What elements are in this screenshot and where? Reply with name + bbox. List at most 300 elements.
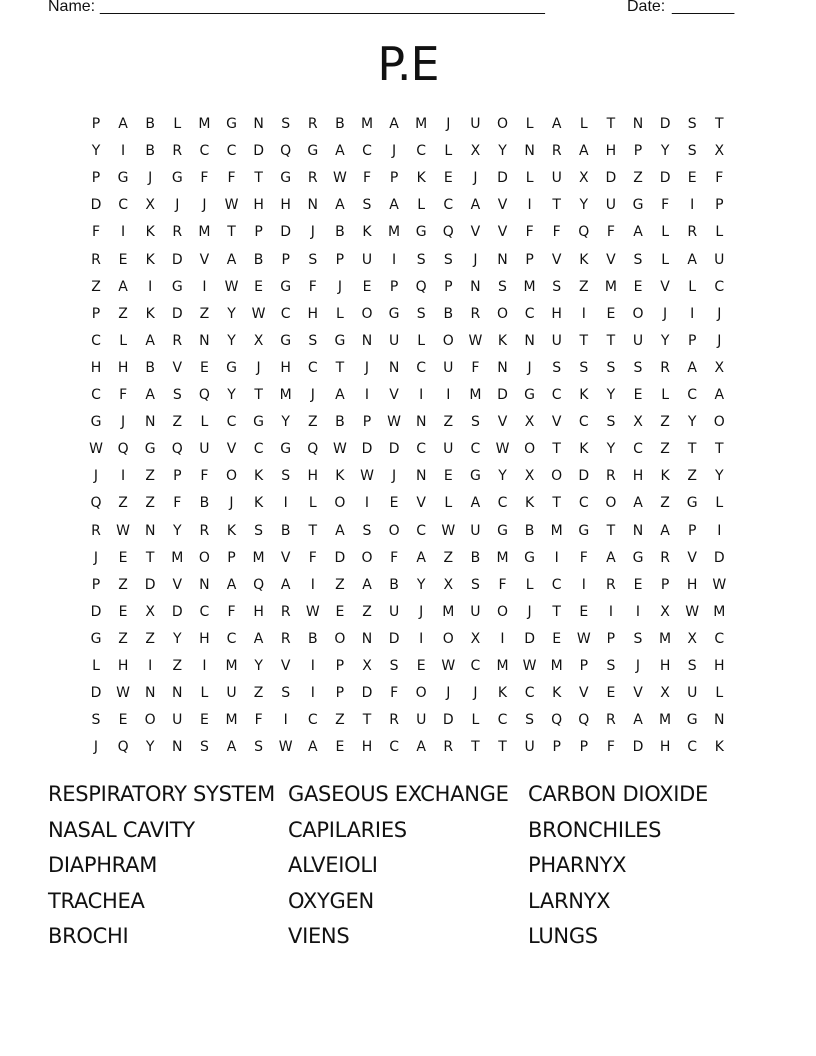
- grid-letter[interactable]: D: [171, 305, 183, 322]
- grid-letter[interactable]: G: [90, 414, 102, 431]
- grid-letter[interactable]: D: [659, 116, 671, 132]
- grid-letter[interactable]: C: [578, 414, 589, 431]
- grid-letter[interactable]: Y: [416, 576, 426, 593]
- grid-letter[interactable]: H: [686, 576, 698, 593]
- grid-letter[interactable]: V: [280, 658, 291, 674]
- grid-letter[interactable]: O: [334, 630, 346, 647]
- grid-letter[interactable]: V: [172, 359, 183, 376]
- grid-letter[interactable]: M: [360, 116, 374, 132]
- grid-letter[interactable]: E: [687, 170, 697, 187]
- grid-letter[interactable]: F: [661, 197, 670, 214]
- grid-letter[interactable]: V: [416, 495, 426, 512]
- grid-letter[interactable]: J: [473, 251, 478, 268]
- grid-letter[interactable]: N: [144, 522, 156, 539]
- grid-letter[interactable]: J: [473, 170, 478, 187]
- grid-letter[interactable]: D: [524, 630, 535, 647]
- grid-letter[interactable]: V: [389, 387, 399, 403]
- grid-letter[interactable]: D: [497, 170, 508, 187]
- grid-letter[interactable]: C: [199, 603, 210, 620]
- grid-letter[interactable]: F: [119, 387, 128, 403]
- grid-letter[interactable]: T: [254, 170, 263, 187]
- grid-letter[interactable]: P: [525, 251, 534, 268]
- grid-letter[interactable]: K: [552, 685, 562, 702]
- grid-letter[interactable]: N: [524, 332, 535, 349]
- grid-letter[interactable]: G: [280, 332, 292, 349]
- grid-letter[interactable]: X: [362, 658, 372, 674]
- grid-letter[interactable]: C: [226, 630, 237, 647]
- grid-letter[interactable]: R: [389, 712, 399, 729]
- grid-letter[interactable]: U: [687, 685, 698, 702]
- grid-letter[interactable]: F: [362, 170, 372, 187]
- grid-letter[interactable]: W: [495, 441, 510, 458]
- grid-letter[interactable]: S: [470, 414, 480, 431]
- grid-letter[interactable]: P: [281, 251, 290, 268]
- grid-letter[interactable]: A: [280, 576, 291, 593]
- grid-letter[interactable]: J: [392, 468, 397, 485]
- grid-letter[interactable]: S: [687, 116, 697, 132]
- grid-letter[interactable]: K: [579, 251, 589, 268]
- grid-letter[interactable]: S: [362, 522, 372, 539]
- grid-letter[interactable]: U: [605, 197, 617, 214]
- grid-letter[interactable]: T: [254, 387, 263, 403]
- grid-letter[interactable]: D: [90, 685, 102, 702]
- grid-letter[interactable]: M: [496, 549, 509, 566]
- grid-letter[interactable]: I: [121, 468, 126, 485]
- grid-letter[interactable]: F: [390, 549, 399, 566]
- grid-letter[interactable]: N: [497, 251, 508, 268]
- grid-letter[interactable]: A: [633, 712, 643, 729]
- grid-letter[interactable]: X: [714, 143, 725, 160]
- grid-letter[interactable]: E: [633, 387, 643, 403]
- grid-letter[interactable]: A: [335, 143, 345, 160]
- grid-letter[interactable]: S: [525, 712, 535, 729]
- grid-letter[interactable]: S: [552, 359, 562, 376]
- grid-letter[interactable]: E: [362, 278, 372, 295]
- grid-letter[interactable]: G: [280, 441, 292, 458]
- grid-letter[interactable]: A: [660, 522, 670, 539]
- grid-letter[interactable]: F: [715, 170, 724, 187]
- grid-letter[interactable]: Y: [281, 414, 290, 431]
- grid-letter[interactable]: T: [606, 116, 616, 132]
- grid-letter[interactable]: J: [717, 305, 722, 322]
- grid-letter[interactable]: B: [470, 549, 481, 566]
- grid-letter[interactable]: M: [523, 278, 536, 295]
- grid-letter[interactable]: O: [388, 522, 400, 539]
- grid-letter[interactable]: J: [364, 359, 370, 376]
- grid-letter[interactable]: A: [470, 197, 481, 214]
- grid-letter[interactable]: C: [551, 576, 562, 593]
- grid-letter[interactable]: M: [659, 712, 672, 729]
- grid-letter[interactable]: C: [253, 441, 264, 458]
- grid-letter[interactable]: I: [310, 576, 315, 593]
- grid-letter[interactable]: U: [524, 739, 535, 756]
- grid-letter[interactable]: L: [715, 495, 724, 512]
- grid-letter[interactable]: O: [225, 468, 238, 485]
- grid-letter[interactable]: K: [579, 441, 589, 458]
- grid-letter[interactable]: T: [552, 603, 561, 620]
- grid-letter[interactable]: S: [416, 251, 426, 268]
- grid-letter[interactable]: Y: [579, 197, 589, 214]
- grid-letter[interactable]: R: [606, 712, 616, 729]
- grid-letter[interactable]: Z: [308, 414, 318, 431]
- grid-letter[interactable]: Z: [145, 630, 155, 647]
- grid-letter[interactable]: I: [202, 658, 207, 674]
- grid-letter[interactable]: Y: [227, 332, 236, 349]
- grid-letter[interactable]: Y: [254, 658, 263, 674]
- grid-letter[interactable]: O: [524, 441, 536, 458]
- grid-letter[interactable]: T: [362, 712, 372, 729]
- grid-letter[interactable]: S: [281, 468, 291, 485]
- grid-letter[interactable]: O: [713, 414, 725, 431]
- grid-letter[interactable]: R: [470, 305, 481, 322]
- grid-letter[interactable]: D: [171, 251, 183, 268]
- grid-letter[interactable]: C: [226, 414, 237, 431]
- grid-letter[interactable]: C: [307, 712, 318, 729]
- grid-letter[interactable]: M: [496, 658, 509, 674]
- grid-letter[interactable]: O: [198, 549, 210, 566]
- grid-letter[interactable]: G: [226, 359, 237, 376]
- grid-letter[interactable]: V: [606, 251, 616, 268]
- grid-letter[interactable]: Y: [660, 143, 670, 160]
- grid-letter[interactable]: Q: [171, 441, 183, 458]
- grid-letter[interactable]: L: [119, 332, 127, 349]
- grid-letter[interactable]: D: [171, 603, 183, 620]
- grid-letter[interactable]: L: [92, 658, 100, 674]
- grid-letter[interactable]: P: [91, 116, 101, 132]
- grid-letter[interactable]: L: [173, 116, 182, 132]
- grid-letter[interactable]: K: [497, 332, 508, 349]
- grid-letter[interactable]: D: [90, 603, 102, 620]
- grid-letter[interactable]: P: [335, 685, 345, 702]
- grid-letter[interactable]: D: [361, 685, 373, 702]
- grid-letter[interactable]: O: [605, 495, 617, 512]
- grid-letter[interactable]: E: [606, 305, 616, 322]
- grid-letter[interactable]: X: [524, 414, 535, 431]
- grid-letter[interactable]: J: [310, 387, 315, 403]
- grid-letter[interactable]: W: [332, 170, 347, 187]
- grid-letter[interactable]: R: [199, 522, 210, 539]
- grid-letter[interactable]: H: [90, 359, 102, 376]
- grid-letter[interactable]: X: [253, 332, 264, 349]
- grid-letter[interactable]: J: [229, 495, 234, 512]
- grid-letter[interactable]: Z: [172, 658, 183, 674]
- grid-letter[interactable]: L: [417, 197, 426, 214]
- grid-letter[interactable]: I: [690, 197, 695, 214]
- grid-letter[interactable]: N: [253, 116, 264, 132]
- grid-letter[interactable]: K: [145, 305, 155, 322]
- grid-letter[interactable]: A: [226, 739, 237, 756]
- grid-letter[interactable]: L: [661, 224, 669, 241]
- grid-letter[interactable]: K: [226, 522, 237, 539]
- grid-letter[interactable]: J: [446, 685, 451, 702]
- grid-letter[interactable]: M: [550, 658, 563, 674]
- grid-letter[interactable]: D: [144, 576, 156, 593]
- grid-letter[interactable]: V: [497, 224, 508, 241]
- grid-letter[interactable]: E: [633, 278, 643, 295]
- grid-letter[interactable]: V: [551, 414, 562, 431]
- grid-letter[interactable]: A: [226, 576, 237, 593]
- grid-letter[interactable]: D: [90, 197, 102, 214]
- grid-letter[interactable]: W: [116, 685, 131, 702]
- grid-letter[interactable]: S: [172, 387, 182, 403]
- grid-letter[interactable]: I: [581, 576, 586, 593]
- grid-letter[interactable]: E: [552, 630, 562, 647]
- grid-letter[interactable]: M: [713, 603, 726, 620]
- grid-letter[interactable]: N: [361, 630, 373, 647]
- grid-letter[interactable]: E: [335, 603, 345, 620]
- grid-letter[interactable]: Q: [198, 387, 210, 403]
- grid-letter[interactable]: F: [227, 603, 236, 620]
- grid-letter[interactable]: S: [552, 278, 562, 295]
- grid-letter[interactable]: B: [335, 224, 345, 241]
- name-field[interactable]: __________________________________________________: [100, 0, 545, 15]
- grid-letter[interactable]: D: [632, 739, 644, 756]
- grid-letter[interactable]: W: [224, 197, 239, 214]
- grid-letter[interactable]: R: [687, 224, 698, 241]
- grid-letter[interactable]: H: [199, 630, 210, 647]
- grid-letter[interactable]: X: [145, 197, 155, 214]
- grid-letter[interactable]: C: [714, 278, 725, 295]
- grid-letter[interactable]: F: [254, 712, 263, 729]
- grid-letter[interactable]: A: [687, 359, 697, 376]
- grid-letter[interactable]: V: [199, 251, 210, 268]
- grid-letter[interactable]: P: [633, 143, 643, 160]
- grid-letter[interactable]: Y: [715, 468, 724, 485]
- grid-letter[interactable]: W: [576, 630, 591, 647]
- grid-letter[interactable]: C: [416, 522, 427, 539]
- grid-letter[interactable]: C: [389, 739, 399, 756]
- grid-letter[interactable]: J: [175, 197, 180, 214]
- grid-letter[interactable]: O: [361, 305, 373, 322]
- grid-letter[interactable]: L: [444, 495, 453, 512]
- grid-letter[interactable]: Z: [335, 712, 345, 729]
- grid-letter[interactable]: S: [579, 359, 589, 376]
- grid-letter[interactable]: T: [606, 332, 616, 349]
- grid-letter[interactable]: G: [171, 170, 183, 187]
- grid-letter[interactable]: A: [226, 251, 237, 268]
- grid-letter[interactable]: H: [117, 359, 129, 376]
- grid-letter[interactable]: J: [635, 658, 641, 674]
- grid-letter[interactable]: A: [606, 549, 616, 566]
- grid-letter[interactable]: M: [198, 116, 211, 132]
- grid-letter[interactable]: P: [444, 278, 453, 295]
- grid-letter[interactable]: M: [198, 224, 211, 241]
- grid-letter[interactable]: E: [118, 251, 128, 268]
- grid-letter[interactable]: E: [443, 468, 453, 485]
- grid-letter[interactable]: A: [714, 387, 725, 403]
- grid-letter[interactable]: P: [91, 170, 101, 187]
- grid-letter[interactable]: N: [632, 522, 644, 539]
- grid-letter[interactable]: N: [497, 359, 508, 376]
- grid-letter[interactable]: U: [388, 603, 400, 620]
- grid-letter[interactable]: J: [337, 278, 342, 295]
- grid-letter[interactable]: U: [470, 116, 481, 132]
- grid-letter[interactable]: S: [254, 739, 264, 756]
- grid-letter[interactable]: D: [334, 549, 346, 566]
- grid-letter[interactable]: O: [496, 116, 509, 132]
- grid-letter[interactable]: U: [714, 251, 725, 268]
- grid-letter[interactable]: V: [633, 685, 643, 702]
- grid-letter[interactable]: W: [89, 441, 103, 458]
- grid-letter[interactable]: N: [307, 197, 319, 214]
- grid-letter[interactable]: I: [121, 143, 126, 160]
- grid-letter[interactable]: T: [715, 116, 724, 132]
- grid-letter[interactable]: P: [715, 197, 724, 214]
- grid-letter[interactable]: V: [280, 549, 291, 566]
- grid-letter[interactable]: H: [714, 658, 725, 674]
- grid-letter[interactable]: E: [118, 712, 128, 729]
- grid-letter[interactable]: U: [443, 359, 454, 376]
- grid-letter[interactable]: M: [388, 224, 401, 241]
- grid-letter[interactable]: A: [389, 197, 399, 214]
- grid-letter[interactable]: S: [687, 143, 697, 160]
- grid-letter[interactable]: C: [470, 658, 481, 674]
- grid-letter[interactable]: U: [226, 685, 237, 702]
- grid-letter[interactable]: I: [500, 630, 505, 647]
- grid-letter[interactable]: E: [335, 739, 345, 756]
- grid-letter[interactable]: X: [687, 630, 697, 647]
- grid-letter[interactable]: T: [552, 495, 561, 512]
- grid-letter[interactable]: N: [470, 278, 481, 295]
- grid-letter[interactable]: W: [468, 332, 483, 349]
- grid-letter[interactable]: R: [551, 143, 562, 160]
- grid-letter[interactable]: A: [145, 332, 155, 349]
- grid-letter[interactable]: T: [335, 359, 345, 376]
- grid-letter[interactable]: Z: [145, 495, 155, 512]
- grid-letter[interactable]: A: [253, 630, 264, 647]
- grid-letter[interactable]: M: [469, 387, 482, 403]
- grid-letter[interactable]: Y: [173, 522, 182, 539]
- grid-letter[interactable]: Q: [578, 712, 590, 729]
- grid-letter[interactable]: K: [416, 170, 426, 187]
- grid-letter[interactable]: G: [226, 116, 237, 132]
- grid-letter[interactable]: R: [606, 576, 616, 593]
- grid-letter[interactable]: A: [551, 116, 562, 132]
- grid-letter[interactable]: O: [496, 603, 509, 620]
- grid-letter[interactable]: P: [173, 468, 182, 485]
- grid-letter[interactable]: P: [660, 576, 670, 593]
- grid-letter[interactable]: T: [579, 332, 589, 349]
- grid-letter[interactable]: C: [687, 739, 698, 756]
- grid-letter[interactable]: K: [714, 739, 724, 756]
- grid-letter[interactable]: P: [91, 576, 101, 593]
- grid-letter[interactable]: Q: [551, 712, 563, 729]
- grid-letter[interactable]: P: [362, 414, 372, 431]
- grid-letter[interactable]: U: [361, 251, 373, 268]
- grid-letter[interactable]: I: [310, 658, 315, 674]
- grid-letter[interactable]: H: [280, 359, 291, 376]
- grid-letter[interactable]: L: [661, 387, 669, 403]
- grid-letter[interactable]: N: [199, 332, 210, 349]
- grid-letter[interactable]: C: [118, 197, 128, 214]
- grid-letter[interactable]: X: [524, 468, 535, 485]
- grid-letter[interactable]: T: [552, 197, 561, 214]
- grid-letter[interactable]: B: [145, 116, 155, 132]
- grid-letter[interactable]: A: [579, 143, 589, 160]
- grid-letter[interactable]: A: [118, 116, 128, 132]
- grid-letter[interactable]: U: [632, 332, 644, 349]
- grid-letter[interactable]: O: [334, 495, 346, 512]
- grid-letter[interactable]: W: [305, 603, 320, 620]
- grid-letter[interactable]: R: [660, 549, 670, 566]
- grid-letter[interactable]: H: [605, 143, 617, 160]
- grid-letter[interactable]: A: [687, 251, 697, 268]
- grid-letter[interactable]: U: [172, 712, 183, 729]
- grid-letter[interactable]: X: [714, 359, 725, 376]
- grid-letter[interactable]: Z: [91, 278, 101, 295]
- grid-letter[interactable]: P: [335, 658, 345, 674]
- grid-letter[interactable]: F: [579, 549, 588, 566]
- grid-letter[interactable]: C: [524, 685, 535, 702]
- grid-letter[interactable]: S: [633, 359, 643, 376]
- grid-letter[interactable]: J: [527, 603, 532, 620]
- grid-letter[interactable]: K: [525, 495, 535, 512]
- grid-letter[interactable]: B: [145, 143, 155, 160]
- grid-letter[interactable]: S: [498, 278, 507, 295]
- grid-letter[interactable]: R: [660, 359, 670, 376]
- grid-letter[interactable]: R: [91, 251, 101, 268]
- grid-letter[interactable]: E: [389, 495, 399, 512]
- grid-letter[interactable]: V: [551, 251, 562, 268]
- grid-letter[interactable]: P: [552, 739, 561, 756]
- grid-letter[interactable]: S: [416, 305, 426, 322]
- grid-letter[interactable]: N: [172, 685, 183, 702]
- grid-letter[interactable]: P: [227, 549, 236, 566]
- grid-letter[interactable]: S: [91, 712, 101, 729]
- grid-letter[interactable]: A: [145, 387, 155, 403]
- grid-letter[interactable]: M: [252, 549, 265, 566]
- grid-letter[interactable]: T: [145, 549, 155, 566]
- grid-letter[interactable]: Z: [633, 170, 643, 187]
- grid-letter[interactable]: I: [121, 224, 126, 241]
- grid-letter[interactable]: W: [224, 278, 239, 295]
- grid-letter[interactable]: B: [280, 522, 291, 539]
- grid-letter[interactable]: L: [525, 116, 534, 132]
- grid-letter[interactable]: E: [254, 278, 264, 295]
- grid-letter[interactable]: R: [172, 224, 183, 241]
- grid-letter[interactable]: I: [364, 387, 370, 403]
- grid-letter[interactable]: U: [470, 603, 481, 620]
- grid-letter[interactable]: C: [714, 630, 725, 647]
- grid-letter[interactable]: J: [93, 468, 99, 485]
- grid-letter[interactable]: B: [335, 414, 345, 431]
- grid-letter[interactable]: Z: [145, 468, 155, 485]
- grid-letter[interactable]: Y: [687, 414, 697, 431]
- grid-letter[interactable]: M: [442, 603, 455, 620]
- grid-letter[interactable]: N: [524, 143, 535, 160]
- grid-letter[interactable]: W: [332, 441, 347, 458]
- grid-letter[interactable]: A: [308, 739, 318, 756]
- grid-letter[interactable]: S: [633, 251, 643, 268]
- grid-letter[interactable]: Y: [498, 468, 507, 485]
- grid-letter[interactable]: X: [633, 414, 643, 431]
- grid-letter[interactable]: X: [660, 603, 670, 620]
- grid-letter[interactable]: I: [283, 495, 288, 512]
- grid-letter[interactable]: R: [307, 170, 318, 187]
- grid-letter[interactable]: G: [524, 549, 536, 566]
- grid-letter[interactable]: O: [442, 630, 454, 647]
- grid-letter[interactable]: R: [91, 522, 101, 539]
- grid-letter[interactable]: U: [551, 332, 562, 349]
- grid-letter[interactable]: Z: [660, 441, 670, 458]
- grid-letter[interactable]: H: [307, 305, 319, 322]
- grid-letter[interactable]: G: [388, 305, 400, 322]
- grid-letter[interactable]: Y: [173, 630, 182, 647]
- grid-letter[interactable]: P: [687, 522, 697, 539]
- grid-letter[interactable]: K: [254, 468, 264, 485]
- grid-letter[interactable]: Q: [307, 441, 319, 458]
- grid-letter[interactable]: J: [446, 116, 451, 132]
